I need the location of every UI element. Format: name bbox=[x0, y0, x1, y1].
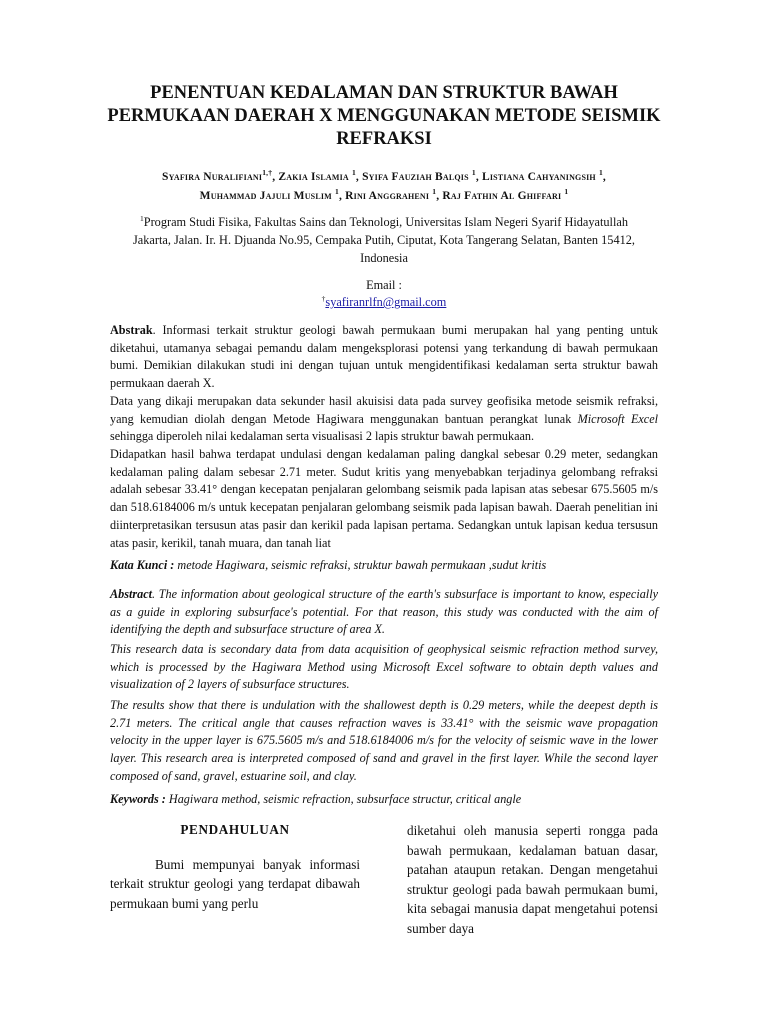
abstrak-text-2b: sehingga diperoleh nilai kedalaman serta visualisasi 2 lapis struktur bawah permukaan. bbox=[110, 429, 535, 444]
author-affiliation-mark: 1 bbox=[598, 168, 603, 178]
affiliation-line-3: Indonesia bbox=[360, 251, 408, 265]
abstract-en-text-1: . The information about geological structure of the earth's subsurface is important to know, especially as a guide in exploring subsurface's potential. For that reason, this study was conducted with the aim of identifying the depth and subsurface structure of area X. bbox=[110, 587, 658, 637]
keywords bbox=[110, 791, 658, 809]
keywords-text: Hagiwara method, seismic refraction, subsurface structur, critical angle bbox=[165, 792, 522, 806]
email-mark: † bbox=[321, 293, 326, 303]
abstract-en-paragraph-1 bbox=[110, 586, 658, 639]
abstrak-paragraph-2-body bbox=[110, 393, 658, 446]
author-affiliation-mark: 1 bbox=[564, 187, 569, 197]
abstract-en-paragraph-3 bbox=[110, 697, 658, 786]
author-name: Syifa Fauziah Balqis bbox=[362, 171, 469, 183]
author-name: Syafira Nuralifiani bbox=[162, 171, 263, 183]
email-link[interactable]: syafiranrlfn@gmail.com bbox=[325, 295, 447, 309]
intro-left-text: Bumi mempunyai banyak informasi terkait struktur geologi yang terdapat dibawah permukaan bumi yang perlu bbox=[110, 856, 360, 911]
title-line-1: PENENTUAN KEDALAMAN DAN STRUKTUR BAWAH bbox=[150, 83, 618, 103]
author-affiliation-mark: 1 bbox=[471, 168, 476, 178]
abstrak-text-2-software: Microsoft Excel bbox=[577, 411, 658, 426]
abstract-en-paragraph-2 bbox=[110, 641, 658, 694]
abstract-en-text-2: This research data is secondary data from data acquisition of geophysical seismic refraction method survey, which is processed by the Hagiwara Method using Microsoft Excel software to obtain depth values and visualization of 2 layers of subsurface structures. bbox=[110, 642, 658, 692]
affiliation-line-1 bbox=[110, 213, 658, 231]
author-name: Muhammad Jajuli Muslim bbox=[199, 190, 332, 202]
author-name: Raj Fathin Al Ghiffari bbox=[442, 190, 562, 202]
email-line bbox=[110, 293, 658, 311]
abstract-en-body-1 bbox=[110, 586, 658, 639]
author-separator: , bbox=[475, 171, 482, 183]
abstrak-text-1: . Informasi terkait struktur geologi bawah permukaan bumi merupakan hal yang penting untuk diketahui, utamanya sebagai pemandu dalam mengeksplorasi potensi yang terkandung di bawah permukaan bumi. Demikian dilakukan studi ini dengan tujuan untuk mengidentifikasi kedalaman serta struktur bawah permukaan daerah X. bbox=[110, 323, 658, 391]
abstrak-text-3: Didapatkan hasil bahwa terdapat undulasi dengan kedalaman paling dangkal sebesar 0.29 meter, sedangkan kedalaman paling dalam sebesar 2.71 meter. Sudut kritis yang menyebabkan terjadinya gelombang refraksi adalah sebesar 33.41° dengan kecepatan penjalaran gelombang seismik pada lapisan atas sebesar 675.5605 m/s dan 518.6184006 m/s untuk kecepatan penjalaran gelombang seismik pada lapisan bawah. Daerah penelitian ini diinterpretasikan tersusun atas pasir dan kerikil pada lapisan pertama. Sedangkan untuk lapisan kedua tersusun atas pasir, kerikil, tanah muara, dan tanah liat bbox=[110, 447, 658, 550]
author-separator: , bbox=[602, 171, 606, 183]
author-list bbox=[108, 168, 660, 206]
author-separator: , bbox=[436, 190, 443, 202]
author-affiliation-mark: 1 bbox=[335, 187, 339, 197]
abstrak-paragraph-1 bbox=[110, 322, 658, 393]
author-affiliation-mark: 1 bbox=[432, 187, 437, 197]
abstrak-label: Abstrak bbox=[110, 323, 153, 337]
abstract-en-text-3: The results show that there is undulation with the shallowest depth is 0.29 meters, while the deepest depth is 2.71 meters. The critical angle that causes refraction waves is 33.41° with the seismic wave propagation velocity in the upper layer is 675.5605 m/s and 518.6184006 m/s for the velocity of seismic wave in the lower layer. This research area is interpreted composed of sand and gravel in the first layer. While the second layer composed of sand, gravel, estuarine soil, and clay. bbox=[110, 698, 658, 783]
abstract-en-label: Abstract bbox=[110, 587, 152, 601]
affiliation bbox=[110, 213, 658, 267]
intro-left-column bbox=[110, 820, 360, 913]
paper-title bbox=[100, 82, 668, 151]
kata-kunci-label: Kata Kunci : bbox=[110, 558, 175, 572]
kata-kunci-text: metode Hagiwara, seismic refraksi, struktur bawah permukaan ,sudut kritis bbox=[174, 558, 547, 572]
title-line-2: PERMUKAAN DAERAH X MENGGUNAKAN METODE SEISMIK bbox=[107, 106, 661, 126]
author-name: Rini Anggraheni bbox=[345, 190, 430, 202]
abstrak-text-2a: Data yang dikaji merupakan data sekunder hasil akuisisi data pada survey geofisika metode seismik refraksi, yang kemudian diolah dengan Metode Hagiwara menggunakan bantuan perangkat lunak bbox=[110, 394, 658, 426]
author-affiliation-mark: 1,† bbox=[262, 168, 273, 178]
author-name: Zakia Islamia bbox=[278, 171, 349, 183]
affiliation-line-2: Jakarta, Jalan. Ir. H. Djuanda No.95, Cempaka Putih, Ciputat, Kota Tangerang Selatan, Banten 15412, bbox=[133, 233, 635, 247]
section-heading: PENDAHULUAN bbox=[180, 822, 290, 837]
keywords-body bbox=[110, 791, 658, 809]
abstrak-paragraph-3 bbox=[110, 446, 658, 552]
kata-kunci bbox=[110, 557, 658, 575]
author-affiliation-mark: 1 bbox=[351, 168, 356, 178]
affiliation-mark: 1 bbox=[140, 213, 144, 223]
author-separator: , bbox=[338, 190, 346, 202]
email-label: Email : bbox=[366, 278, 402, 292]
affiliation-text-1: Program Studi Fisika, Fakultas Sains dan Teknologi, Universitas Islam Negeri Syarif Hidayatullah bbox=[143, 215, 628, 229]
author-name: Listiana Cahyaningsih bbox=[481, 171, 596, 183]
author-separator: , bbox=[272, 171, 279, 183]
intro-right-text: diketahui oleh manusia seperti rongga pada bawah permukaan, kedalaman batuan dasar, patahan ataupun retakan. Dengan mengetahui struktur geologi pada bawah permukaan bumi, kita sebagai manusia dapat mengetahui potensi sumber daya bbox=[407, 823, 658, 936]
abstrak-section bbox=[110, 322, 658, 393]
kata-kunci-body bbox=[110, 557, 658, 575]
title-line-3: REFRAKSI bbox=[336, 129, 432, 149]
keywords-label: Keywords : bbox=[110, 792, 166, 806]
abstrak-paragraph-2 bbox=[110, 393, 658, 446]
intro-right-column bbox=[407, 821, 658, 938]
author-separator: , bbox=[355, 171, 363, 183]
